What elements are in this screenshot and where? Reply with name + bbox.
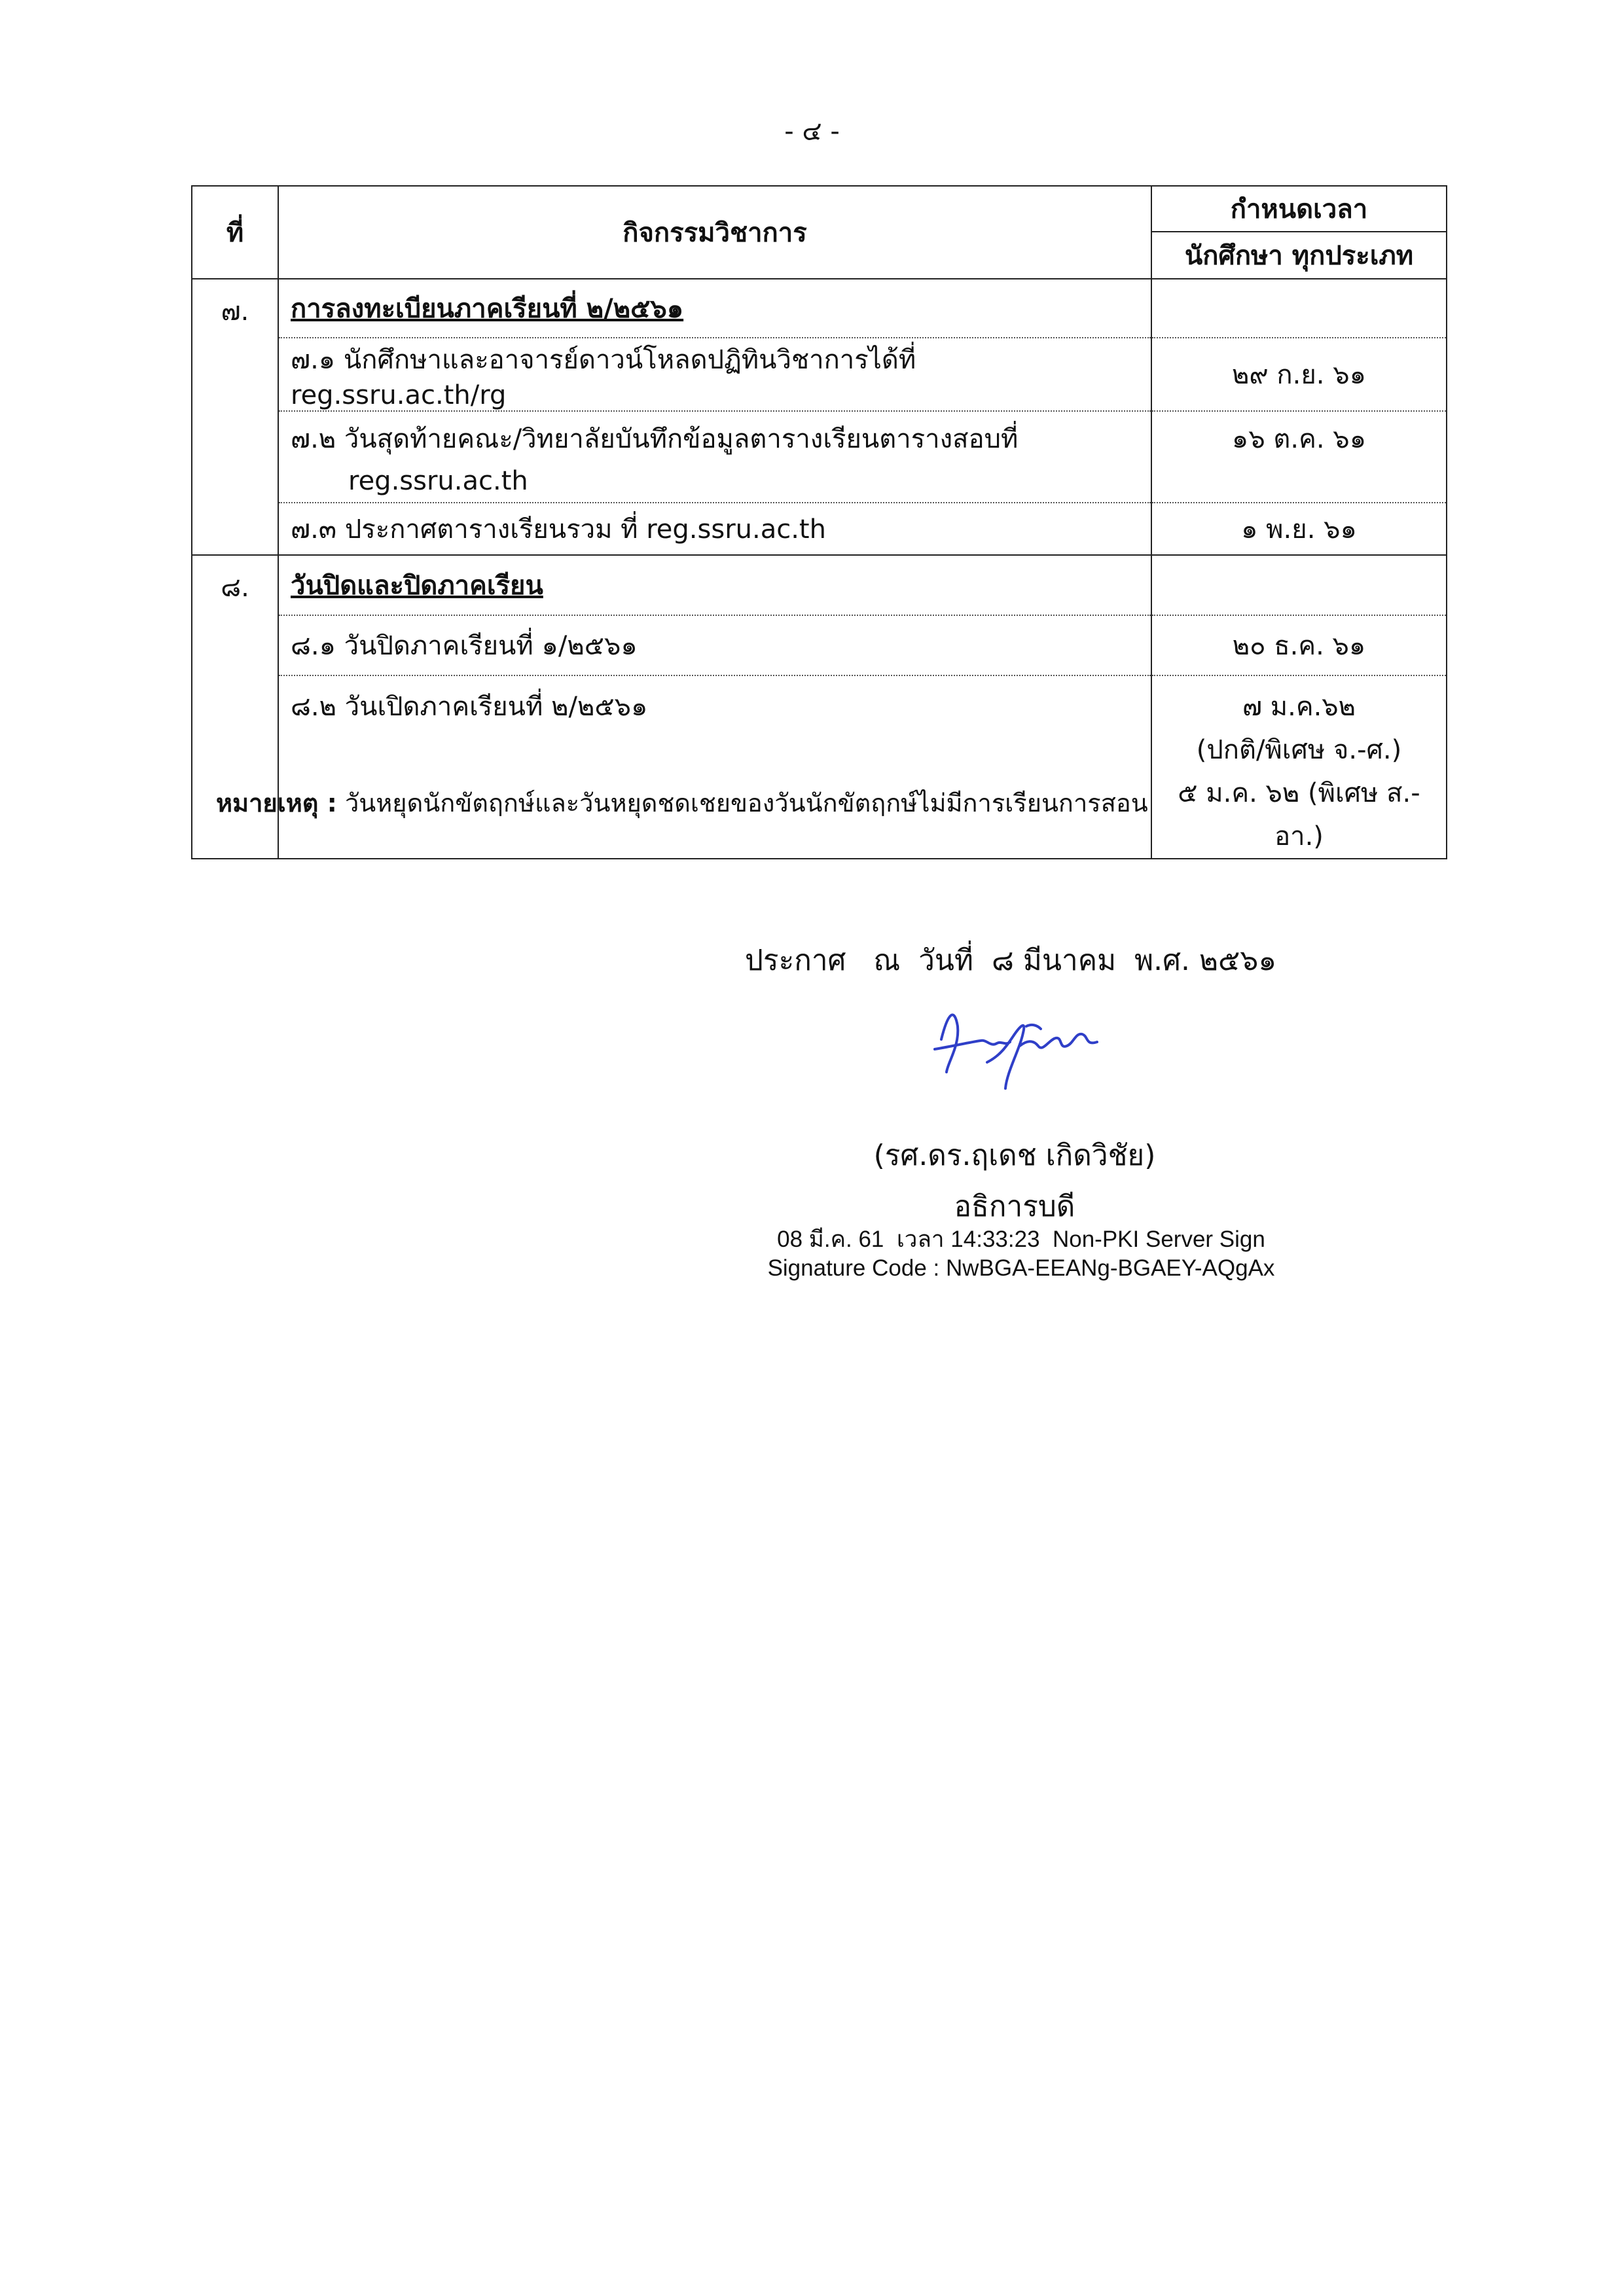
header-schedule: กำหนดเวลา bbox=[1151, 186, 1447, 232]
section-number: ๗. bbox=[192, 279, 278, 555]
digital-signature-code: Signature Code : NwBGA-EEANg-BGAEY-AQgAx bbox=[767, 1255, 1275, 1281]
activity-item: ๘.๒ วันเปิดภาคเรียนที่ ๒/๒๕๖๑ bbox=[278, 675, 1151, 859]
activity-date-line: ๗ ม.ค.๖๒ bbox=[1242, 692, 1356, 722]
activity-item: ๘.๑ วันปิดภาคเรียนที่ ๑/๒๕๖๑ bbox=[278, 615, 1151, 675]
section-date-empty bbox=[1151, 555, 1447, 615]
footnote-label: หมายเหตุ : bbox=[216, 789, 337, 817]
header-activity: กิจกรรมวิชาการ bbox=[278, 186, 1151, 279]
footnote-text: วันหยุดนักขัตฤกษ์และวันหยุดชดเชยของวันนักขัตฤกษ์ไม่มีการเรียนการสอน bbox=[344, 789, 1148, 817]
activity-date: ๑ พ.ย. ๖๑ bbox=[1151, 503, 1447, 555]
activity-item-line: ๗.๒ วันสุดท้ายคณะ/วิทยาลัยบันทึกข้อมูลตารางเรียนตารางสอบที่ bbox=[291, 424, 1019, 454]
handwritten-signature bbox=[928, 1000, 1105, 1092]
section-title: การลงทะเบียนภาคเรียนที่ ๒/๒๕๖๑ bbox=[278, 279, 1151, 338]
signer-title: อธิการบดี bbox=[954, 1190, 1075, 1223]
footnote bbox=[216, 783, 1148, 823]
activity-date: ๑๖ ต.ค. ๖๑ bbox=[1151, 411, 1447, 503]
signer-name: (รศ.ดร.ฤเดช เกิดวิชัย) bbox=[873, 1139, 1156, 1172]
section-title: วันปิดและปิดภาคเรียน bbox=[278, 555, 1151, 615]
activity-date-line: ๕ ม.ค. ๖๒ (พิเศษ ส.-อา.) bbox=[1178, 778, 1420, 852]
page-number: - ๔ - bbox=[784, 117, 840, 147]
activity-item: ๗.๑ นักศึกษาและอาจารย์ดาวน์โหลดปฏิทินวิชาการได้ที่ reg.ssru.ac.th/rg bbox=[278, 338, 1151, 411]
activity-item-url: reg.ssru.ac.th bbox=[348, 466, 528, 496]
activity-date-line: (ปกติ/พิเศษ จ.-ศ.) bbox=[1196, 735, 1402, 765]
activity-item: ๗.๓ ประกาศตารางเรียนรวม ที่ reg.ssru.ac.th bbox=[278, 503, 1151, 555]
section-number: ๘. bbox=[192, 555, 278, 859]
digital-signature-stamp bbox=[746, 1225, 1296, 1283]
announcement-date: ประกาศ ณ วันที่ ๘ มีนาคม พ.ศ. ๒๕๖๑ bbox=[745, 944, 1277, 977]
activity-date bbox=[1151, 675, 1447, 859]
section-date-empty bbox=[1151, 279, 1447, 338]
activity-date: ๒๙ ก.ย. ๖๑ bbox=[1151, 338, 1447, 411]
activity-item bbox=[278, 411, 1151, 503]
activity-date: ๒๐ ธ.ค. ๖๑ bbox=[1151, 615, 1447, 675]
digital-signature-timestamp: 08 มี.ค. 61 เวลา 14:33:23 Non-PKI Server Sign bbox=[777, 1227, 1265, 1252]
academic-calendar-table bbox=[191, 185, 1447, 859]
header-students: นักศึกษา ทุกประเภท bbox=[1151, 232, 1447, 279]
header-no: ที่ bbox=[192, 186, 278, 279]
